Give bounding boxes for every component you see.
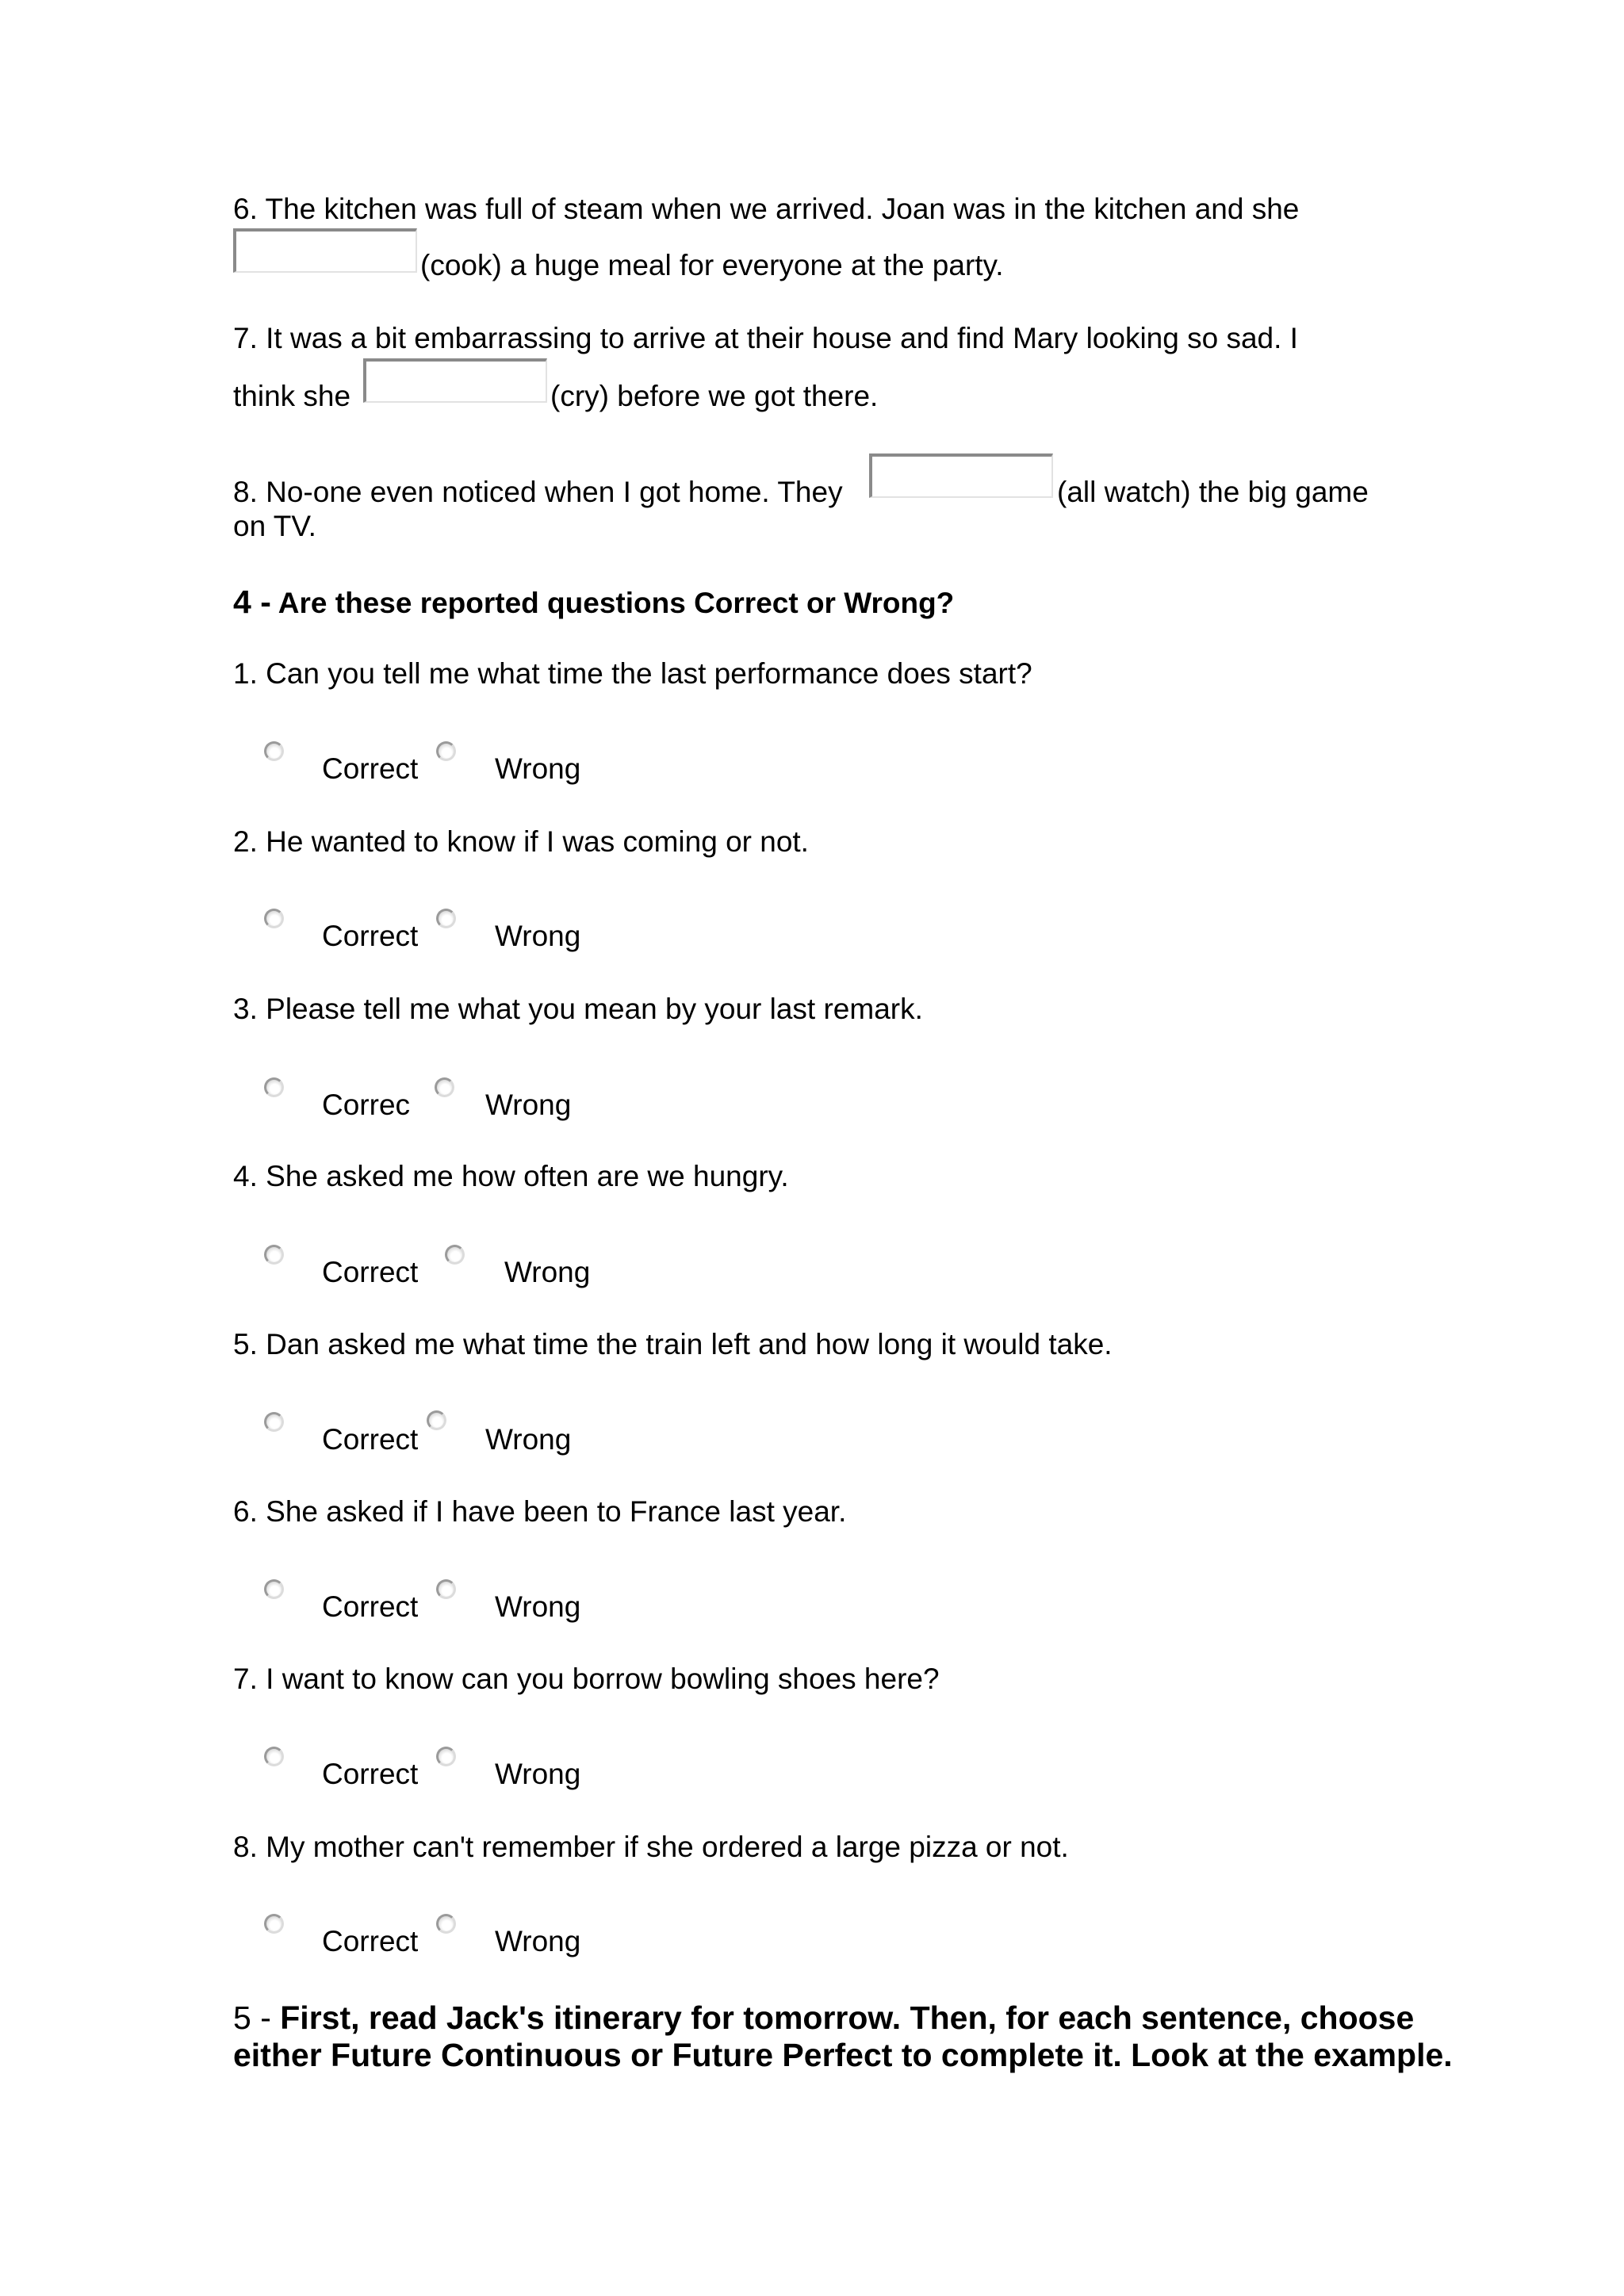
question-7-line1: 7. It was a bit embarrassing to arrive at their house and find Mary looking so sad. I xyxy=(233,322,1298,354)
section-5-number: 5 - xyxy=(233,1999,271,2036)
section-4-heading xyxy=(233,586,954,618)
question-7-suffix: (cry) before we got there. xyxy=(550,380,879,412)
question-7-prefix: think she xyxy=(233,380,351,412)
q4-wrong-label: Wrong xyxy=(504,1256,591,1288)
q3-wrong-label: Wrong xyxy=(485,1089,572,1121)
question-6-line2: (cook) a huge meal for everyone at the party. xyxy=(420,249,1004,281)
reported-question-6: 6. She asked if I have been to France last year. xyxy=(233,1495,847,1528)
question-8-line2: on TV. xyxy=(233,510,316,542)
q5-correct-radio[interactable] xyxy=(264,1412,284,1432)
q6-correct-label: Correct xyxy=(322,1590,419,1623)
section-4-title: Are these reported questions Correct or Wrong? xyxy=(278,587,955,619)
q8-wrong-radio[interactable] xyxy=(436,1914,456,1934)
section-5-instructions: First, read Jack's itinerary for tomorrow. Then, for each sentence, choose either Future Continuous or Future Perfect to complete it. Look at the example. xyxy=(233,1999,1453,2073)
question-8-suffix: (all watch) the big game xyxy=(1057,476,1369,508)
q5-wrong-radio[interactable] xyxy=(427,1410,446,1430)
q4-wrong-radio[interactable] xyxy=(445,1245,465,1265)
q1-correct-label: Correct xyxy=(322,752,419,785)
section-5-heading xyxy=(233,1999,1470,2074)
q2-correct-radio[interactable] xyxy=(264,909,284,928)
question-6-line1: 6. The kitchen was full of steam when we arrived. Joan was in the kitchen and she xyxy=(233,193,1300,225)
q5-correct-label: Correct xyxy=(322,1423,419,1456)
q8-correct-label: Correct xyxy=(322,1925,419,1957)
q7-wrong-label: Wrong xyxy=(495,1758,581,1790)
q1-correct-radio[interactable] xyxy=(264,741,284,761)
q1-wrong-label: Wrong xyxy=(495,752,581,785)
q5-wrong-label: Wrong xyxy=(485,1423,572,1456)
q6-correct-radio[interactable] xyxy=(264,1579,284,1599)
reported-question-4: 4. She asked me how often are we hungry. xyxy=(233,1160,789,1192)
q6-wrong-label: Wrong xyxy=(495,1590,581,1623)
reported-question-8: 8. My mother can't remember if she ordered a large pizza or not. xyxy=(233,1831,1069,1863)
question-8-answer-input[interactable] xyxy=(869,453,1053,498)
q2-wrong-radio[interactable] xyxy=(436,909,456,928)
q8-correct-radio[interactable] xyxy=(264,1914,284,1934)
reported-question-1: 1. Can you tell me what time the last performance does start? xyxy=(233,657,1032,690)
reported-question-2: 2. He wanted to know if I was coming or not. xyxy=(233,825,809,858)
question-6-answer-input[interactable] xyxy=(233,228,417,273)
reported-question-3: 3. Please tell me what you mean by your last remark. xyxy=(233,993,923,1025)
q6-wrong-radio[interactable] xyxy=(436,1579,456,1599)
reported-question-5: 5. Dan asked me what time the train left and how long it would take. xyxy=(233,1328,1113,1360)
section-4-number: 4 - xyxy=(233,584,271,620)
q2-wrong-label: Wrong xyxy=(495,920,581,952)
q4-correct-radio[interactable] xyxy=(264,1245,284,1265)
question-8-prefix: 8. No-one even noticed when I got home. They xyxy=(233,476,843,508)
q2-correct-label: Correct xyxy=(322,920,419,952)
q4-correct-label: Correct xyxy=(322,1256,419,1288)
reported-question-7: 7. I want to know can you borrow bowling shoes here? xyxy=(233,1663,940,1695)
q7-wrong-radio[interactable] xyxy=(436,1747,456,1766)
q8-wrong-label: Wrong xyxy=(495,1925,581,1957)
q3-correct-radio[interactable] xyxy=(264,1077,284,1097)
q1-wrong-radio[interactable] xyxy=(436,741,456,761)
q3-wrong-radio[interactable] xyxy=(435,1077,454,1097)
q3-correct-label: Correc xyxy=(322,1089,411,1121)
q7-correct-label: Correct xyxy=(322,1758,419,1790)
question-7-answer-input[interactable] xyxy=(363,358,547,403)
q7-correct-radio[interactable] xyxy=(264,1747,284,1766)
